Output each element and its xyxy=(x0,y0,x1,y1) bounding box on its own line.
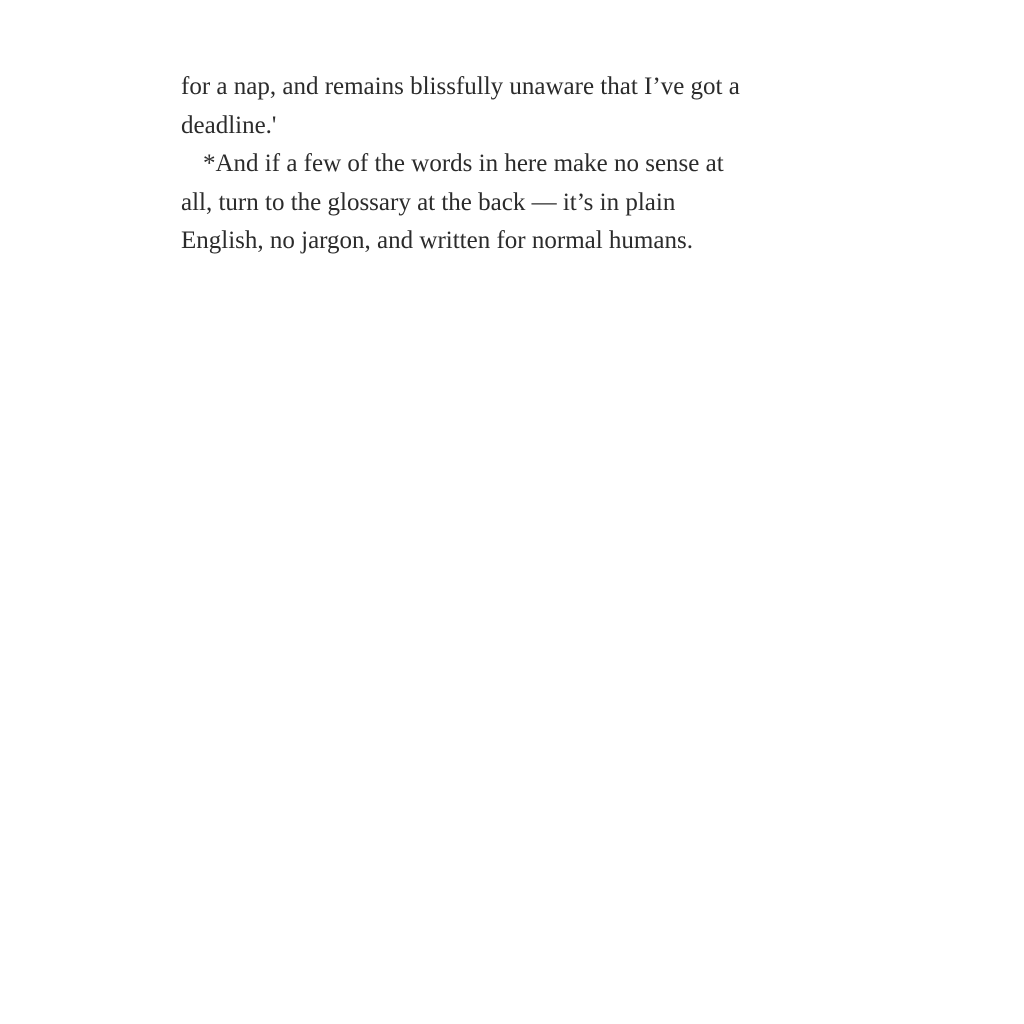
body-text xyxy=(181,68,821,261)
text-line: *And if a few of the words in here make no sense at xyxy=(203,150,724,177)
text-line: all, turn to the glossary at the back — it’s in plain xyxy=(181,188,676,216)
text-line: English, no jargon, and written for normal humans. xyxy=(181,227,693,254)
text-line: for a nap, and remains blissfully unaware that I’ve got a xyxy=(181,73,740,100)
text-line: deadline.' xyxy=(181,111,277,139)
